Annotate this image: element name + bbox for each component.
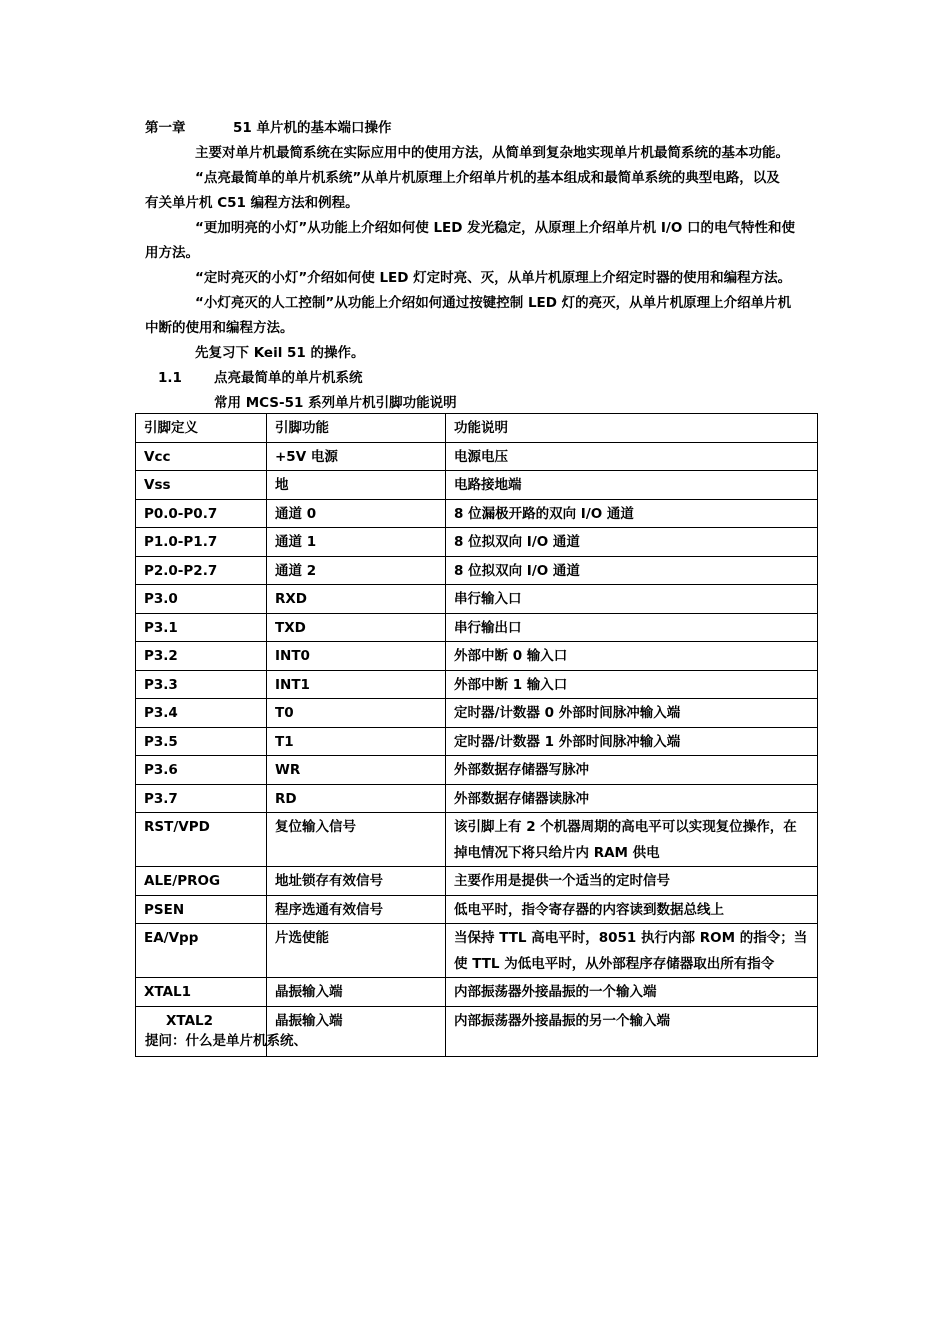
cell-function: WR	[267, 756, 446, 785]
cell-pin: P1.0-P1.7	[136, 528, 267, 557]
table-row	[136, 613, 818, 642]
paragraph-3-line-2: 用方法。	[145, 245, 199, 261]
cell-description: 定时器/计数器 0 外部时间脉冲输入端	[446, 699, 818, 728]
cell-function: 程序选通有效信号	[267, 895, 446, 924]
table-row	[136, 895, 818, 924]
cell-pin: XTAL2	[136, 1006, 267, 1056]
cell-function: RXD	[267, 585, 446, 614]
table-row	[136, 813, 818, 867]
cell-description: 低电平时，指令寄存器的内容读到数据总线上	[446, 895, 818, 924]
header-cell-pin: 引脚定义	[136, 414, 267, 443]
paragraph-1: 主要对单片机最简系统在实际应用中的使用方法，从简单到复杂地实现单片机最简系统的基本功能。	[195, 145, 789, 161]
table-row	[136, 784, 818, 813]
cell-pin: P3.2	[136, 642, 267, 671]
table-row	[136, 556, 818, 585]
cell-pin: P3.5	[136, 727, 267, 756]
cell-description: 外部数据存储器写脉冲	[446, 756, 818, 785]
table-caption: 常用 MCS-51 系列单片机引脚功能说明	[214, 395, 457, 411]
cell-function: 复位输入信号	[267, 813, 446, 867]
table-row	[136, 924, 818, 978]
cell-description: 8 位拟双向 I/O 通道	[446, 556, 818, 585]
section-number: 1.1	[158, 370, 182, 386]
question-text: 提问：什么是单片机系统、	[145, 1033, 307, 1049]
cell-description: 电路接地端	[446, 471, 818, 500]
paragraph-2-line-1: “点亮最简单的单片机系统”从单片机原理上介绍单片机的基本组成和最简单系统的典型电路，以及	[195, 170, 780, 186]
cell-function: +5V 电源	[267, 442, 446, 471]
cell-function: RD	[267, 784, 446, 813]
cell-pin: P3.0	[136, 585, 267, 614]
cell-description: 定时器/计数器 1 外部时间脉冲输入端	[446, 727, 818, 756]
paragraph-3-line-1: “更加明亮的小灯”从功能上介绍如何使 LED 发光稳定，从原理上介绍单片机 I/O 口的电气特性和使	[195, 220, 796, 236]
table-row	[136, 978, 818, 1007]
table-row	[136, 642, 818, 671]
cell-function: 地	[267, 471, 446, 500]
table-row	[136, 670, 818, 699]
cell-pin: P3.7	[136, 784, 267, 813]
cell-function: 片选使能	[267, 924, 446, 978]
cell-description: 串行输入口	[446, 585, 818, 614]
cell-description: 串行输出口	[446, 613, 818, 642]
table-row	[136, 867, 818, 896]
cell-function: TXD	[267, 613, 446, 642]
paragraph-4: “定时亮灭的小灯”介绍如何使 LED 灯定时亮、灭，从单片机原理上介绍定时器的使用和编程方法。	[195, 270, 792, 286]
cell-function: 地址锁存有效信号	[267, 867, 446, 896]
table-row	[136, 699, 818, 728]
cell-function: T1	[267, 727, 446, 756]
table-row	[136, 528, 818, 557]
cell-pin: XTAL1	[136, 978, 267, 1007]
paragraph-6: 先复习下 Keil 51 的操作。	[195, 345, 365, 361]
cell-pin: P0.0-P0.7	[136, 499, 267, 528]
cell-pin: RST/VPD	[136, 813, 267, 867]
cell-description: 内部振荡器外接晶振的另一个输入端	[446, 1006, 818, 1056]
cell-pin: P3.6	[136, 756, 267, 785]
cell-pin: P3.1	[136, 613, 267, 642]
cell-pin: P3.3	[136, 670, 267, 699]
cell-function: 通道 2	[267, 556, 446, 585]
cell-description: 主要作用是提供一个适当的定时信号	[446, 867, 818, 896]
cell-description: 8 位拟双向 I/O 通道	[446, 528, 818, 557]
table-row	[136, 471, 818, 500]
cell-function: 晶振输入端	[267, 978, 446, 1007]
header-cell-description: 功能说明	[446, 414, 818, 443]
paragraph-5-line-1: “小灯亮灭的人工控制”从功能上介绍如何通过按键控制 LED 灯的亮灭，从单片机原理上介绍单片机	[195, 295, 792, 311]
pin-function-table	[135, 413, 818, 1057]
cell-description: 8 位漏极开路的双向 I/O 通道	[446, 499, 818, 528]
cell-pin: PSEN	[136, 895, 267, 924]
table-row	[136, 756, 818, 785]
cell-description: 当保持 TTL 高电平时，8051 执行内部 ROM 的指令；当使 TTL 为低电平时，从外部程序存储器取出所有指令	[446, 924, 818, 978]
chapter-label: 第一章	[145, 120, 186, 136]
cell-function: 通道 1	[267, 528, 446, 557]
cell-pin: P2.0-P2.7	[136, 556, 267, 585]
paragraph-5-line-2: 中断的使用和编程方法。	[145, 320, 294, 336]
cell-pin: ALE/PROG	[136, 867, 267, 896]
paragraph-2-line-2: 有关单片机 C51 编程方法和例程。	[145, 195, 359, 211]
cell-description: 外部中断 1 输入口	[446, 670, 818, 699]
cell-description: 外部数据存储器读脉冲	[446, 784, 818, 813]
cell-function: 晶振输入端	[267, 1006, 446, 1056]
section-title: 点亮最简单的单片机系统	[214, 370, 363, 386]
cell-description: 内部振荡器外接晶振的一个输入端	[446, 978, 818, 1007]
table-row	[136, 585, 818, 614]
table-row	[136, 442, 818, 471]
cell-function: 通道 0	[267, 499, 446, 528]
cell-description: 外部中断 0 输入口	[446, 642, 818, 671]
header-cell-function: 引脚功能	[267, 414, 446, 443]
cell-pin: Vcc	[136, 442, 267, 471]
table-row	[136, 727, 818, 756]
cell-function: INT0	[267, 642, 446, 671]
cell-pin: P3.4	[136, 699, 267, 728]
cell-pin: EA/Vpp	[136, 924, 267, 978]
chapter-title: 51 单片机的基本端口操作	[233, 120, 392, 136]
cell-function: T0	[267, 699, 446, 728]
cell-description: 电源电压	[446, 442, 818, 471]
cell-function: INT1	[267, 670, 446, 699]
table-row	[136, 499, 818, 528]
table-header-row	[136, 414, 818, 443]
cell-pin: Vss	[136, 471, 267, 500]
cell-description: 该引脚上有 2 个机器周期的高电平可以实现复位操作，在掉电情况下将只给片内 RAM 供电	[446, 813, 818, 867]
